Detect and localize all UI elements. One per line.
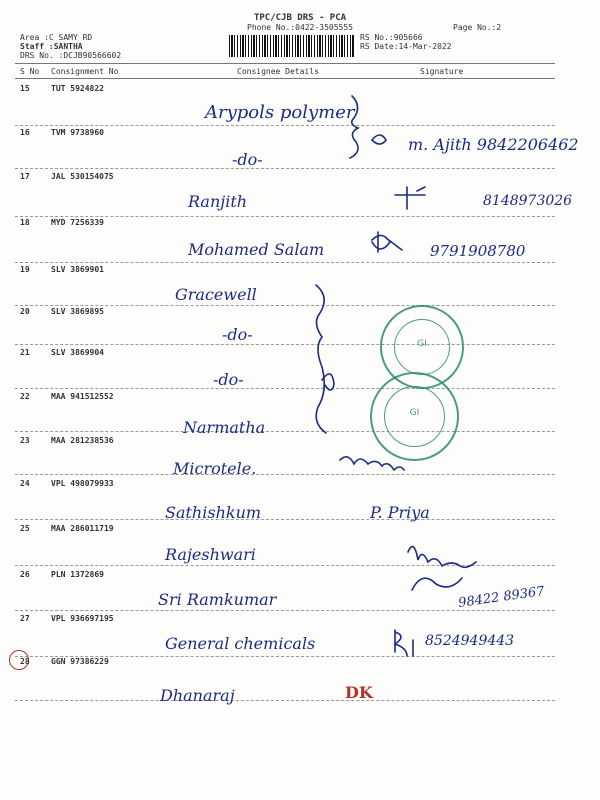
signature-icon [340, 457, 404, 470]
row-signature: 98422 89367 [457, 584, 546, 611]
row-consignment: TUT 5924822 [51, 84, 104, 93]
phone-number: Phone No.:0422-3505555 [247, 23, 353, 32]
stamp-icon: GI [380, 305, 464, 389]
row-sno: 24 [20, 479, 30, 488]
row-consignee: Mohamed Salam [188, 240, 325, 259]
row-consignee: General chemicals [165, 634, 316, 653]
row-signature: 9791908780 [430, 242, 526, 260]
row-signature: P. Priya [370, 503, 430, 522]
row-consignment: JAL 530154075 [51, 172, 114, 181]
row-sno: 26 [20, 570, 30, 579]
row-consignee: Sathishkum [165, 503, 262, 522]
row-sno: 18 [20, 218, 30, 227]
row-sno: 28 [20, 657, 30, 666]
row-signature: 8148973026 [483, 193, 573, 209]
row-sno: 16 [20, 128, 30, 137]
row-consignment: MYD 7256339 [51, 218, 104, 227]
row-consignee: Sri Ramkumar [158, 590, 277, 609]
row-consignee: -do- [213, 370, 244, 389]
row-consignee: Ranjith [188, 192, 248, 211]
row-consignment: VPL 936697195 [51, 614, 114, 623]
col-consignment: Consignment No [51, 67, 119, 76]
drs-number: DRS No. :DCJB90566602 [20, 51, 122, 60]
row-consignee: Microtele. [173, 459, 257, 478]
col-sno: S No [20, 67, 40, 76]
row-signature: DK [345, 683, 373, 702]
bracket-icon [316, 285, 326, 433]
row-sno: 22 [20, 392, 30, 401]
row-consignment: MAA 281238536 [51, 436, 114, 445]
signature-icon [408, 547, 476, 568]
row-consignment: GGN 97386229 [51, 657, 109, 666]
row-consignee: Gracewell [175, 285, 257, 304]
col-consignee: Consignee Details [237, 67, 319, 76]
row-consignee: Dhanaraj [160, 686, 235, 705]
row-consignment: TVM 9738960 [51, 128, 104, 137]
area-label: Area :C SAMY RD [20, 33, 93, 42]
row-sno: 20 [20, 307, 30, 316]
sheet-title: TPC/CJB DRS - PCA [253, 13, 347, 23]
row-sno: 19 [20, 265, 30, 274]
rs-number: RS No.:905666 [360, 33, 423, 42]
row-consignment: SLV 3869901 [51, 265, 104, 274]
signature-icon [372, 232, 402, 252]
row-sno: 17 [20, 172, 30, 181]
row-consignment: SLV 3869895 [51, 307, 104, 316]
row-consignment: MAA 941512552 [51, 392, 114, 401]
rs-date: RS Date:14-Mar-2022 [360, 42, 452, 51]
row-consignment: MAA 286011719 [51, 524, 114, 533]
row-consignment: SLV 3869904 [51, 348, 104, 357]
row-consignee: -do- [232, 150, 263, 169]
signature-icon [372, 135, 386, 144]
row-signature: 8524949443 [425, 633, 515, 649]
row-sno: 27 [20, 614, 30, 623]
row-consignment: PLN 1372869 [51, 570, 104, 579]
row-consignment: VPL 498079933 [51, 479, 114, 488]
stamp-icon: GI [370, 372, 459, 461]
row-sno: 25 [20, 524, 30, 533]
signature-icon [395, 187, 425, 209]
row-sno: 15 [20, 84, 30, 93]
row-sno: 21 [20, 348, 30, 357]
row-consignee: Narmatha [183, 418, 266, 437]
bracket-icon [350, 96, 358, 158]
row-consignee: Rajeshwari [165, 545, 256, 564]
row-sno: 23 [20, 436, 30, 445]
row-signature: m. Ajith 9842206462 [408, 135, 579, 154]
signature-icon [412, 578, 462, 590]
signature-icon [395, 630, 413, 656]
page-number: Page No.:2 [453, 23, 502, 32]
row-consignee: -do- [222, 325, 253, 344]
col-signature: Signature [420, 67, 464, 76]
staff-label: Staff :SANTHA [20, 42, 83, 51]
row-consignee: Arypols polymer [205, 102, 355, 123]
